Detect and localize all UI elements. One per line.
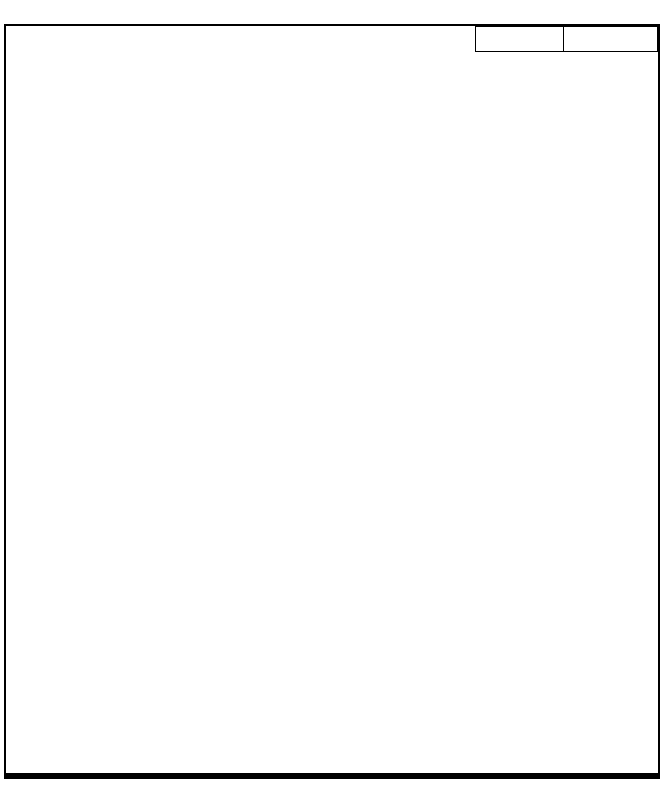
carryover-header xyxy=(563,26,658,52)
table-header-row xyxy=(6,26,658,52)
section-heading-cell xyxy=(6,26,357,52)
header-spacer xyxy=(357,26,475,52)
doc-header xyxy=(4,3,660,24)
deduct-this-year-header xyxy=(475,26,563,52)
page-title xyxy=(8,5,14,20)
deduction-table xyxy=(6,26,658,52)
worksheet-box xyxy=(4,24,660,779)
